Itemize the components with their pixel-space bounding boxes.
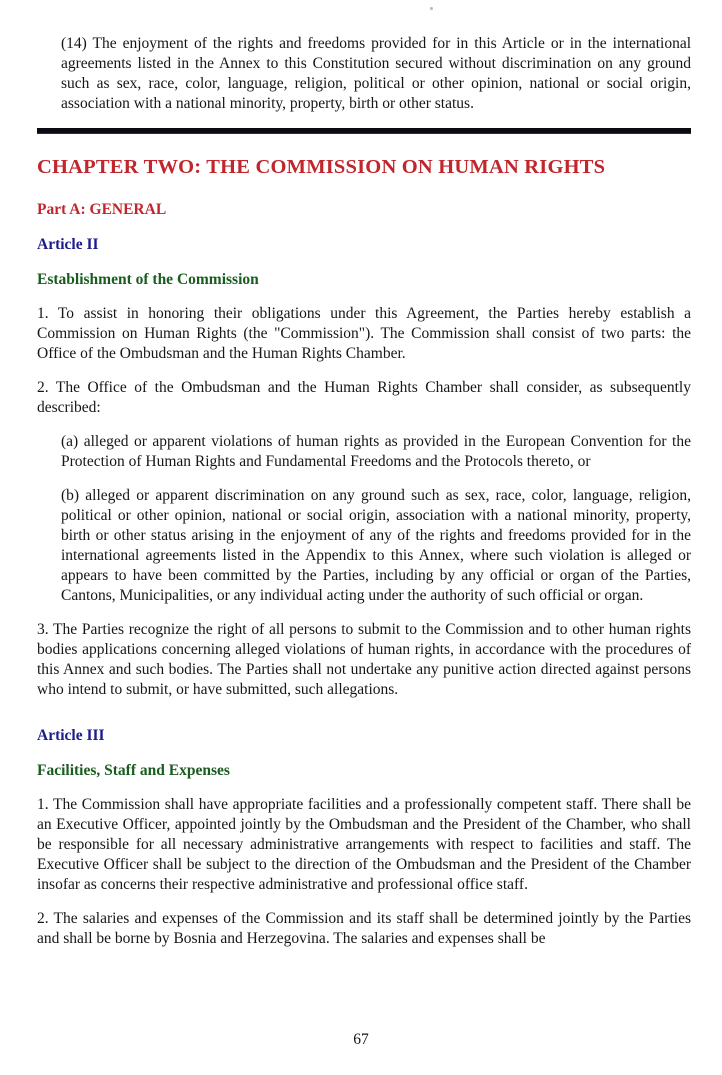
article-2-heading: Article II [37,236,99,253]
section-divider-rule [37,128,691,134]
part-a-heading: Part A: GENERAL [37,201,167,218]
article-2-subheading: Establishment of the Commission [37,271,259,288]
article-2-paragraph-3: 3. The Parties recognize the right of all persons to submit to the Commission and to other human rights bodies applications concerning alleged violations of human rights, in accordance with the procedures of this Annex and such bodies. The Parties shall not undertake any punitive action directed against persons who intend to submit, or have submitted, such allegations. [37,621,691,698]
article-2-item-a: (a) alleged or apparent violations of human rights as provided in the European Convention for the Protection of Human Rights and Fundamental Freedoms and the Protocols thereto, or [61,433,691,470]
article-2-item-b: (b) alleged or apparent discrimination on any ground such as sex, race, color, language, religion, political or other opinion, national or social origin, association with a national minority, property, birth or other status arising in the enjoyment of any of the rights and freedoms provided for in the international agreements listed in the Appendix to this Annex, where such violation is alleged or appears to have been committed by the Parties, including by any official or organ of the Parties, Cantons, Municipalities, or any individual acting under the authority of such official or organ. [61,487,691,604]
article-3-heading: Article III [37,727,105,744]
article-2-paragraph-2: 2. The Office of the Ombudsman and the Human Rights Chamber shall consider, as subsequently described: [37,379,691,416]
scan-artifact-dot [430,7,433,10]
article-3-paragraph-2: 2. The salaries and expenses of the Commission and its staff shall be determined jointly by the Parties and shall be borne by Bosnia and Herzegovina. The salaries and expenses shall be [37,910,691,947]
page-number: 67 [353,1031,369,1048]
article-3-paragraph-1: 1. The Commission shall have appropriate facilities and a professionally competent staff. There shall be an Executive Officer, appointed jointly by the Ombudsman and the President of the Chamber, who shall be responsible for all necessary administrative arrangements with respect to facilities and staff. The Executive Officer shall be subject to the direction of the Ombudsman and the President of the Chamber insofar as concerns their respective administrative and professional office staff. [37,796,691,893]
article-3-subheading: Facilities, Staff and Expenses [37,762,230,779]
intro-paragraph-14: (14) The enjoyment of the rights and freedoms provided for in this Article or in the international agreements listed in the Annex to this Constitution secured without discrimination on any ground such as sex, race, color, language, religion, political or other opinion, national or social origin, association with a national minority, property, birth or other status. [61,35,691,112]
chapter-title: CHAPTER TWO: THE COMMISSION ON HUMAN RIGHTS [37,156,606,178]
article-2-paragraph-1: 1. To assist in honoring their obligations under this Agreement, the Parties hereby establish a Commission on Human Rights (the "Commission"). The Commission shall consist of two parts: the Office of the Ombudsman and the Human Rights Chamber. [37,305,691,362]
